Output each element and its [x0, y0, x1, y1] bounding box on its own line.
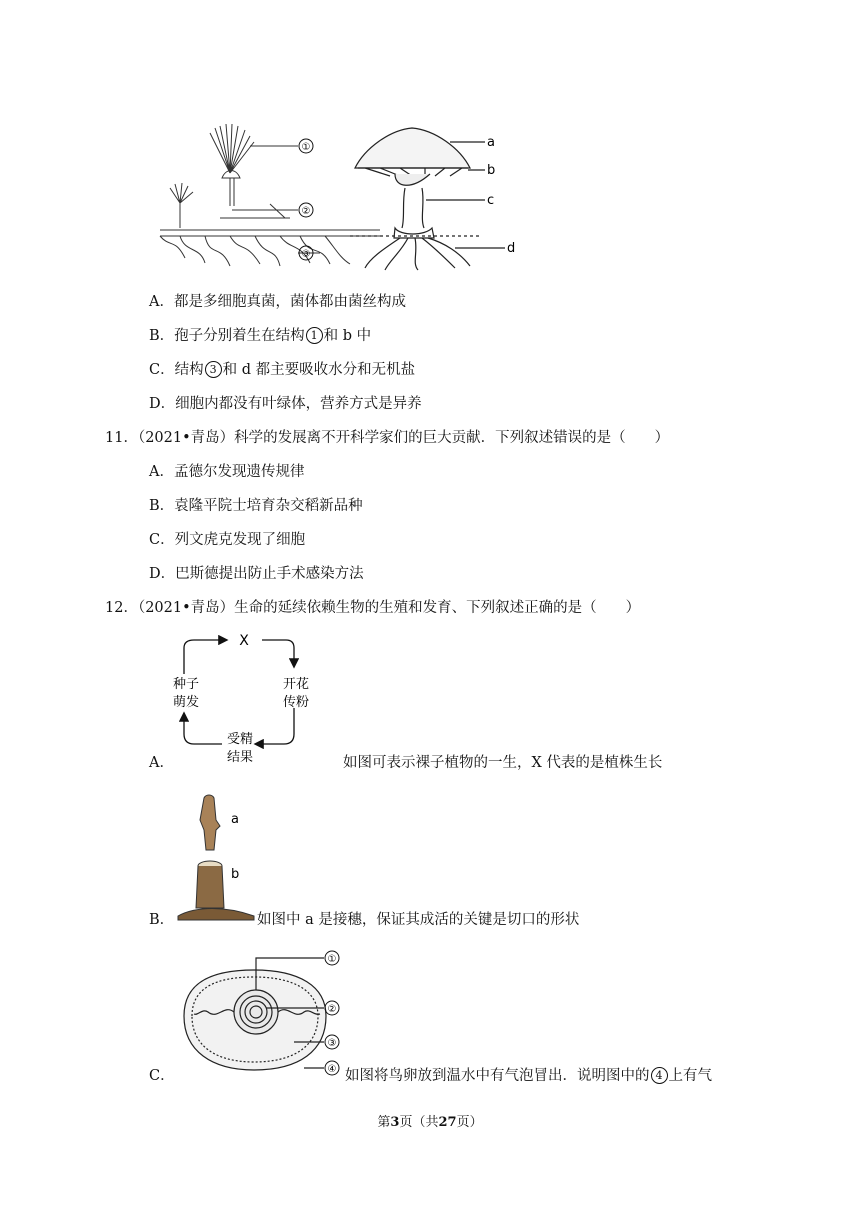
q11-option-b: B．袁隆平院士培育杂交稻新品种	[149, 498, 363, 514]
circled-number: 1	[306, 327, 323, 344]
mushroom-label-c: c	[487, 193, 495, 208]
circled-number: 3	[205, 361, 222, 378]
cycle-arrow	[184, 640, 226, 674]
graft-label-b: b	[231, 867, 240, 882]
cycle-seed-1: 种子	[172, 677, 200, 692]
cycle-arrow	[262, 640, 294, 666]
mold-drawing	[160, 124, 380, 266]
cycle-arrow	[184, 714, 222, 744]
mushroom-label-b: b	[487, 163, 496, 178]
q11-option-a: A．孟德尔发现遗传规律	[149, 464, 305, 480]
scion	[200, 795, 220, 850]
egg-label-3: ③	[327, 1038, 337, 1049]
fungi-figure	[150, 118, 530, 274]
rootstock	[196, 866, 224, 908]
q12-option-c-letter: C．	[149, 1068, 175, 1084]
q10-option-a: A．都是多细胞真菌，菌体都由菌丝构成	[149, 294, 406, 310]
mold-label-1: ①	[301, 142, 311, 153]
page-total: 27	[438, 1115, 457, 1130]
q10-option-b: B．孢子分别着生在结构 1 和 b 中	[149, 328, 372, 344]
q11-stem: 11．（2021•青岛）科学的发展离不开科学家们的巨大贡献．下列叙述错误的是（ ）	[105, 430, 670, 446]
page-number: 3	[390, 1115, 400, 1130]
q11-option-d: D．巴斯德提出防止手术感染方法	[149, 566, 364, 582]
egg-label-4: ④	[327, 1064, 337, 1075]
q12-stem: 12．（2021•青岛）生命的延续依赖生物的生殖和发育、下列叙述正确的是（ ）	[105, 600, 641, 616]
mushroom-label-d: d	[507, 241, 516, 256]
circled-number: 4	[651, 1067, 668, 1084]
grafting-figure	[176, 790, 256, 924]
cycle-seed-2: 萌发	[172, 695, 200, 710]
q10-option-d: D．细胞内都没有叶绿体，营养方式是异养	[149, 396, 422, 412]
mushroom-label-a: a	[487, 135, 495, 150]
mold-label-2: ②	[301, 206, 311, 217]
mushroom-drawing	[350, 128, 505, 270]
q12-option-a-letter: A．	[149, 755, 174, 771]
cycle-fert-1: 受精	[226, 732, 254, 747]
cycle-fert-2: 结果	[226, 750, 254, 765]
soil	[178, 909, 254, 921]
q10-option-c: C．结构 3 和 d 都主要吸收水分和无机盐	[149, 362, 416, 378]
graft-label-a: a	[231, 812, 239, 827]
egg-label-2: ②	[327, 1004, 337, 1015]
cycle-arrow	[256, 708, 294, 744]
q12-option-c-text: 如图将鸟卵放到温水中有气泡冒出．说明图中的 4 上有气	[345, 1068, 712, 1084]
cycle-flower-1: 开花	[282, 677, 310, 692]
cycle-x: X	[239, 633, 249, 649]
egg-figure	[174, 946, 354, 1086]
page-footer: 第3页（共27页）	[377, 1115, 483, 1130]
egg-label-1: ①	[327, 954, 337, 965]
mold-labels	[299, 139, 313, 260]
life-cycle-diagram	[170, 626, 330, 766]
mold-label-3: ③	[301, 249, 311, 260]
q12-option-b-letter: B．	[149, 912, 175, 928]
q11-option-c: C．列文虎克发现了细胞	[149, 532, 306, 548]
q12-option-a-text: 如图可表示裸子植物的一生，X 代表的是植株生长	[343, 755, 663, 771]
q12-option-b-text: 如图中 a 是接穗，保证其成活的关键是切口的形状	[257, 912, 580, 928]
cycle-flower-2: 传粉	[282, 695, 310, 710]
